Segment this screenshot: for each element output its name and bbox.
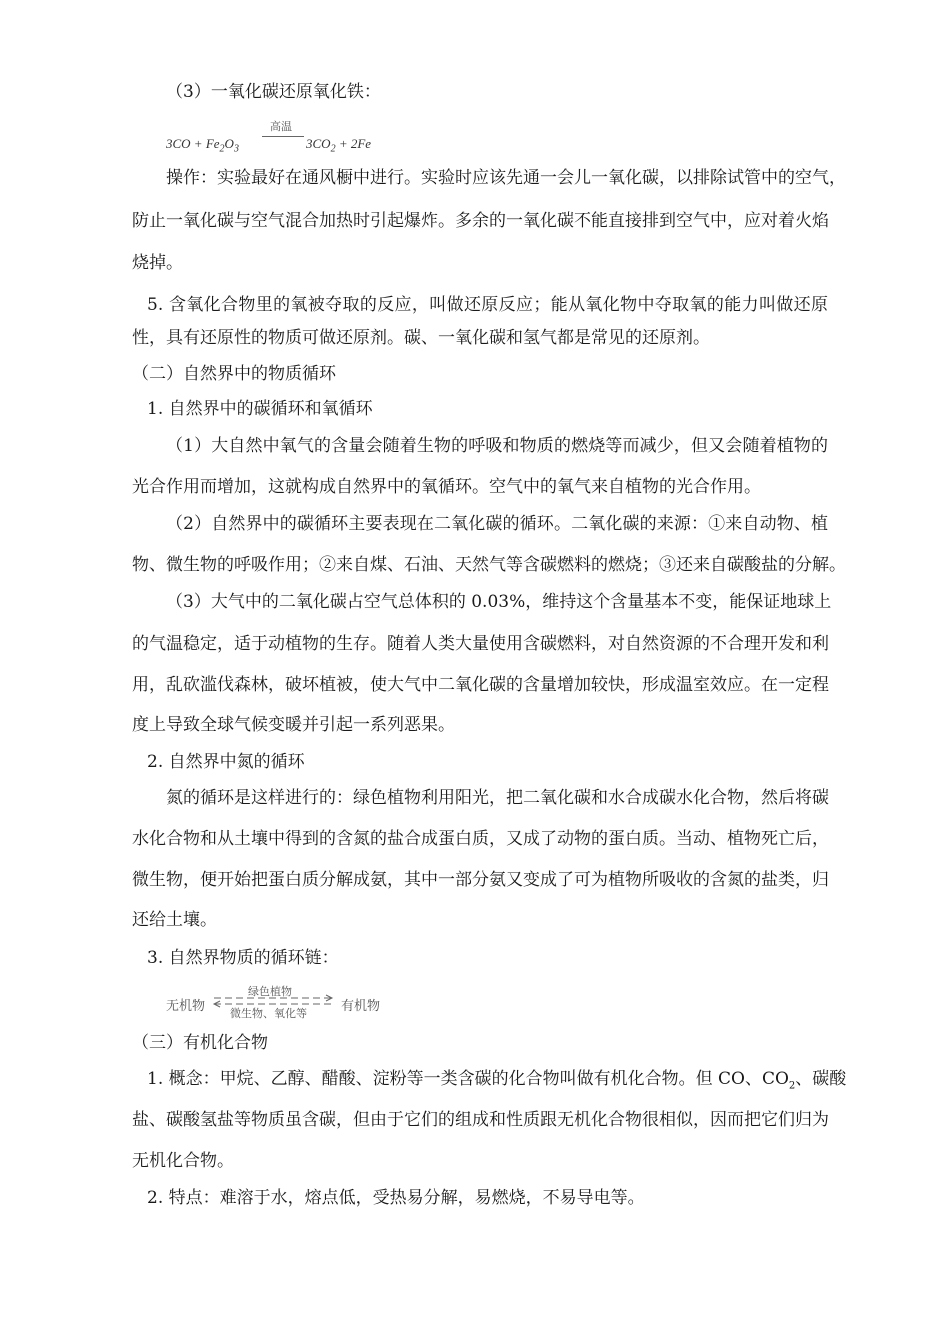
equation-rhs-text: + 2Fe bbox=[335, 136, 372, 151]
operation-line: 操作：实验最好在通风橱中进行。实验时应该先通一会儿一氧化碳，以排除试管中的空气， bbox=[166, 168, 846, 188]
paragraph-line: 光合作用而增加，这就构成自然界中的氧循环。空气中的氧气来自植物的光合作用。 bbox=[132, 477, 761, 497]
paragraph-line: 微生物，便开始把蛋白质分解成氨，其中一部分氨又变成了可为植物所吸收的含氮的盐类，归 bbox=[132, 870, 829, 890]
cycle-bottom-label: 微生物、氧化等 bbox=[230, 1007, 307, 1020]
paragraph-line: 物、微生物的呼吸作用；②来自煤、石油、天然气等含碳燃料的燃烧；③还来自碳酸盐的分解。 bbox=[132, 555, 846, 575]
equation-lhs-text: 3CO + Fe bbox=[166, 136, 220, 151]
paragraph-line: 还给土壤。 bbox=[132, 910, 217, 930]
equation-rhs-text: 3CO bbox=[306, 136, 331, 151]
paragraph-line: 的气温稳定，适于动植物的生存。随着人类大量使用含碳燃料，对自然资源的不合理开发和利 bbox=[132, 634, 829, 654]
cycle-right-label: 有机物 bbox=[341, 999, 381, 1014]
operation-line: 防止一氧化碳与空气混合加热时引起爆炸。多余的一氧化碳不能直接排到空气中，应对着火焰 bbox=[132, 211, 829, 231]
concept-text: 、碳酸 bbox=[795, 1069, 847, 1089]
concept-sub: 2 bbox=[788, 1080, 796, 1092]
concept-line bbox=[147, 1069, 847, 1096]
equation-sub: 3 bbox=[233, 143, 239, 155]
paragraph-line: 度上导致全球气候变暖并引起一系列恶果。 bbox=[132, 715, 455, 735]
equation-arrow bbox=[262, 136, 304, 137]
equation-sub: 2 bbox=[219, 143, 225, 155]
concept-line: 无机化合物。 bbox=[132, 1151, 234, 1171]
paragraph-line: 氮的循环是这样进行的：绿色植物利用阳光，把二氧化碳和水合成碳水化合物，然后将碳 bbox=[166, 788, 829, 808]
paragraph-line: 用，乱砍滥伐森林，破坏植被，使大气中二氧化碳的含量增加较快，形成温室效应。在一定程 bbox=[132, 675, 829, 695]
cycle-left-label: 无机物 bbox=[166, 999, 206, 1014]
section2-title: （二）自然界中的物质循环 bbox=[132, 364, 336, 384]
section3-title: （三）有机化合物 bbox=[132, 1033, 268, 1053]
equation-rhs bbox=[306, 136, 371, 155]
point5-line: 5. 含氧化合物里的氧被夺取的反应，叫做还原反应；能从氧化物中夺取氧的能力叫做还原 bbox=[147, 295, 828, 315]
operation-line: 烧掉。 bbox=[132, 253, 183, 273]
sub1-title: 1. 自然界中的碳循环和氧循环 bbox=[147, 399, 373, 419]
sub2-title: 2. 自然界中氮的循环 bbox=[147, 752, 305, 772]
sub3-title: 3. 自然界物质的循环链： bbox=[147, 948, 339, 968]
cycle-top-label: 绿色植物 bbox=[248, 985, 292, 998]
paragraph-line: （3）大气中的二氧化碳占空气总体积的 0.03%，维持这个含量基本不变，能保证地球上 bbox=[166, 592, 832, 612]
item3-title: （3）一氧化碳还原氧化铁： bbox=[166, 82, 381, 102]
point5-line: 性，具有还原性的物质可做还原剂。碳、一氧化碳和氢气都是常见的还原剂。 bbox=[132, 328, 710, 348]
paragraph-line: （1）大自然中氧气的含量会随着生物的呼吸和物质的燃烧等而减少，但又会随着植物的 bbox=[166, 436, 828, 456]
features-line: 2. 特点：难溶于水，熔点低，受热易分解，易燃烧，不易导电等。 bbox=[147, 1188, 645, 1208]
equation-lhs-text: O bbox=[224, 136, 234, 151]
paragraph-line: 水化合物和从土壤中得到的含氮的盐合成蛋白质，又成了动物的蛋白质。当动、植物死亡后， bbox=[132, 829, 829, 849]
equation-condition: 高温 bbox=[270, 120, 292, 133]
concept-text: 1. 概念：甲烷、乙醇、醋酸、淀粉等一类含碳的化合物叫做有机化合物。但 CO、CO bbox=[147, 1069, 789, 1089]
concept-line: 盐、碳酸氢盐等物质虽含碳，但由于它们的组成和性质跟无机化合物很相似，因而把它们归为 bbox=[132, 1110, 829, 1130]
paragraph-line: （2）自然界中的碳循环主要表现在二氧化碳的循环。二氧化碳的来源：①来自动物、植 bbox=[166, 514, 828, 534]
equation-sub: 2 bbox=[330, 143, 336, 155]
equation-lhs bbox=[166, 136, 239, 155]
